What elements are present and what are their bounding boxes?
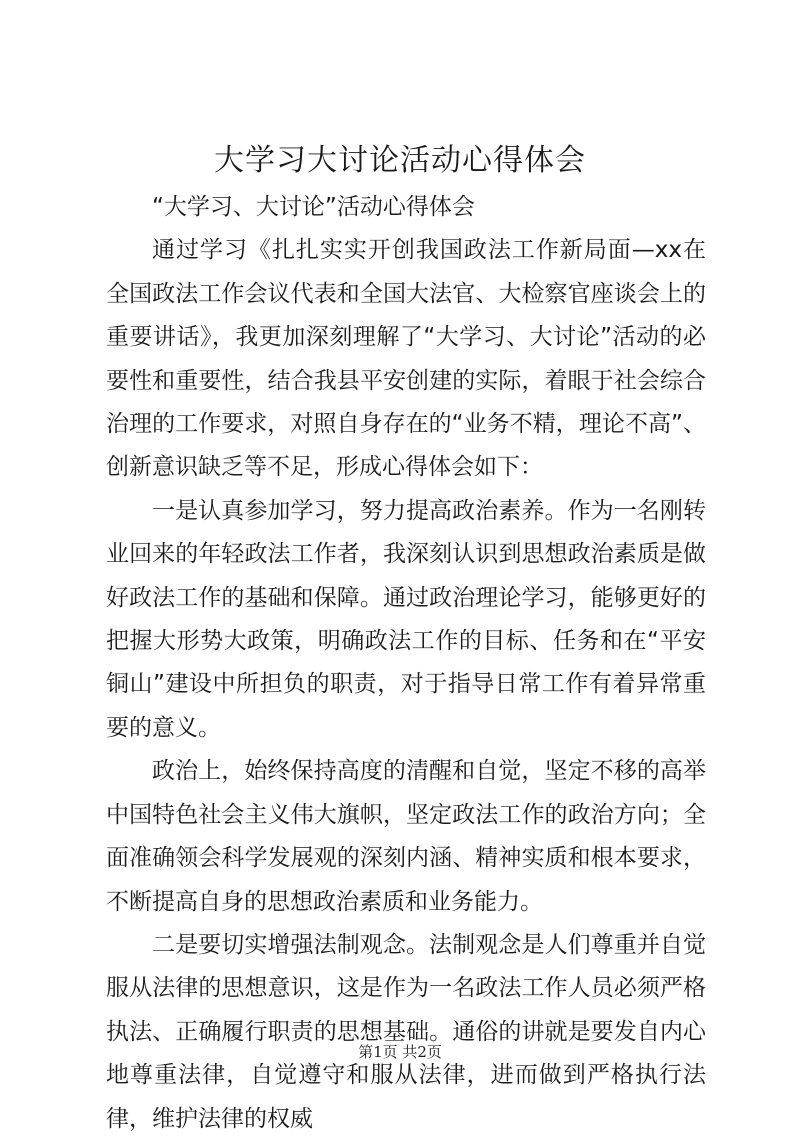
paragraph-point-two: 二是要切实增强法制观念。法制观念是人们尊重并自觉服从法律的思想意识，这是作为一名政法工作人员必须严格执法、正确履行职责的思想基础。通俗的讲就是要发自内心地尊重法律，自觉遵守和服从法律，进而做到严格执行法律，维护法律的权威 [106, 931, 706, 1132]
paragraph-subtitle: “大学习、大讨论”活动心得体会 [152, 194, 475, 220]
page-number-footer: 第1页 共2页 [358, 1043, 442, 1061]
paragraph-point-one: 一是认真参加学习，努力提高政治素养。作为一名刚转业回来的年轻政法工作者，我深刻认识到思想政治素质是做好政法工作的基础和保障。通过政治理论学习，能够更好的把握大形势大政策，明确政法工作的目标、任务和在“平安铜山”建设中所担负的职责，对于指导日常工作有着异常重要的意义。 [106, 497, 706, 741]
document-title: 大学习大讨论活动心得体会 [214, 143, 586, 178]
paragraph-intro: 通过学习《扎扎实实开创我国政法工作新局面—xx在全国政法工作会议代表和全国大法官、大检察官座谈会上的重要讲话》，我更加深刻理解了“大学习、大讨论”活动的必要性和重要性，结合我县平安创建的实际，着眼于社会综合治理的工作要求，对照自身存在的“业务不精，理论不高”、创新意识缺乏等不足，形成心得体会如下： [106, 237, 706, 481]
paragraph-political: 政治上，始终保持高度的清醒和自觉，坚定不移的高举中国特色社会主义伟大旗帜，坚定政法工作的政治方向；全面准确领会科学发展观的深刻内涵、精神实质和根本要求，不断提高自身的思想政治素质和业务能力。 [106, 758, 706, 915]
document-body [106, 186, 706, 1141]
